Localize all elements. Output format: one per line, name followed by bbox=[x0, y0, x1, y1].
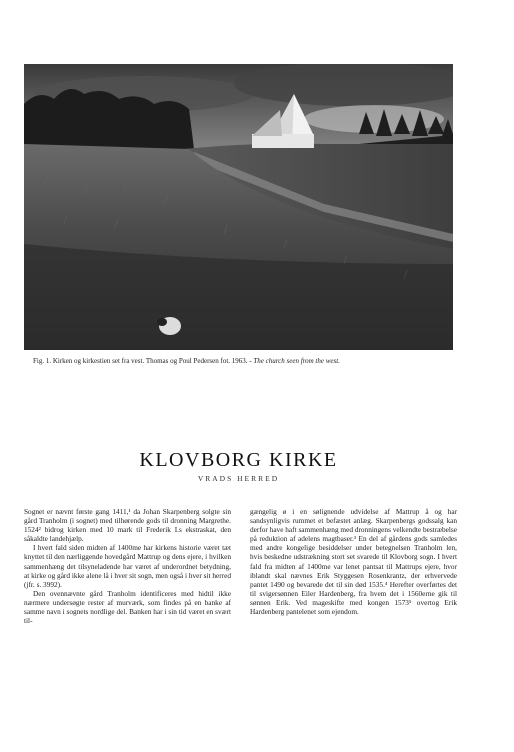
church-photo bbox=[24, 64, 453, 350]
left-column bbox=[24, 507, 231, 625]
paragraph: Den ovennævnte gård Tranholm identificeres med hidtil ikke nærmere undersøgte rester af murværk, som findes på en banke af samme navn i sognets nordlige del. Banken har i sin tid været en svært til- bbox=[24, 588, 231, 626]
article-title: KLOVBORG KIRKE bbox=[139, 449, 338, 471]
paragraph: gængelig ø i en sølignende udvidelse af Mattrup å og har sandsynligvis rummet et befæstet anlæg. Skarpenbergs godssalg kan derfor have haft sammenhæng med dronningens velkendte bestræbelse på reduktion af adelens magtbaser.³ En del af gårdens gods samledes med andre kongelige besiddelser under betegnelsen Tranholm len, hvis beskedne udstrækning stort set svarede til Klovborg sogn. I hvert fald fra midten af 1400me var lenet pantsat til Mattrups ejere, hvor iblandt skal nævnes Erik Styggesen Rosenkrantz, der erhvervede pantet 1490 og bevarede det til sin død 1535.⁴ Herefter overførtes det til svigersønnen Eiler Hardenberg, fra hvem det i 1560erne gik til sønnen Erik. Ved mageskifte med kongen 1573⁵ overtog Erik Hardenberg pantelenet som ejendom. bbox=[250, 507, 457, 617]
church-landscape-image bbox=[24, 64, 453, 350]
article-subtitle: VRADS HERRED bbox=[197, 474, 280, 483]
right-column bbox=[250, 507, 457, 616]
caption-danish: Fig. 1. Kirken og kirkestien set fra vest. Thomas og Poul Pedersen fot. 1963. - bbox=[33, 357, 252, 365]
paragraph: Sognet er nævnt første gang 1411,¹ da Johan Skarpenberg solgte sin gård Tranholm (i sognet) med tilhørende gods til dronning Margrethe. 1524² bidrog kirken med 10 mark til Frederik I.s ekstraskat, den såkaldte landehjælp. bbox=[24, 507, 231, 544]
paragraph: I hvert fald siden midten af 1400me har kirkens historie været tæt knyttet til den nærliggende hovedgård Mattrup og dens ejere, i hvilken sammenhæng det tilsyneladende har været af underordnet betydning, at kirke og gård ikke alene lå i hver sit sogn, men også i hver sit herred (jfr. s. 3992). bbox=[24, 543, 231, 589]
figure-caption bbox=[33, 357, 453, 366]
caption-english: The church seen from the west. bbox=[253, 357, 340, 365]
